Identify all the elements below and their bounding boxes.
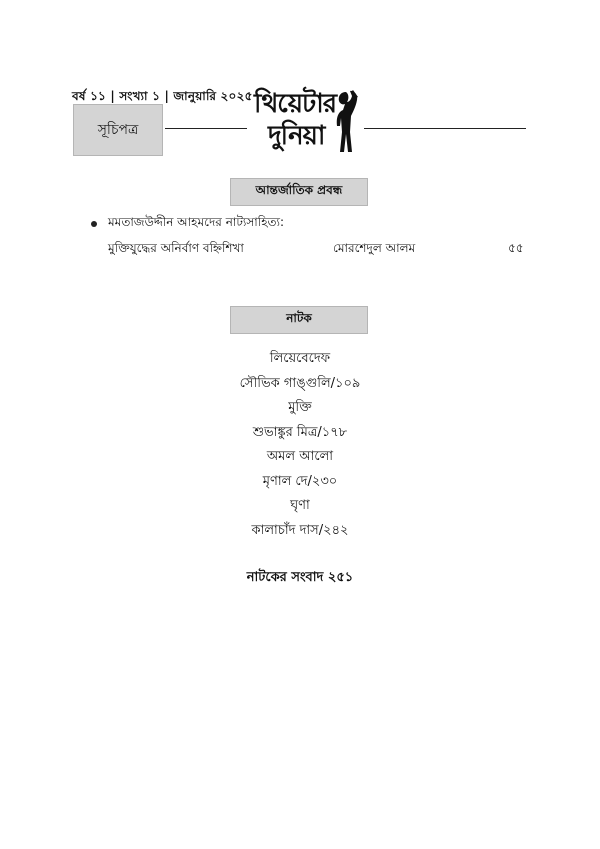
play-author-page: সৌভিক গাঙ্গুলি/১০৯ xyxy=(239,375,361,391)
play-title: লিয়েবেদেফ xyxy=(269,351,331,366)
essay-title-line-1: মমতাজউদ্দীন আহমদের নাট্যসাহিত্য: xyxy=(108,215,285,229)
toc-label-box xyxy=(73,104,163,156)
logo-word-1: থিয়েটার xyxy=(254,89,337,119)
plays-heading xyxy=(230,306,368,334)
bullet-icon xyxy=(91,221,97,227)
header-rule-left xyxy=(165,128,247,129)
play-title: অমল আলো xyxy=(266,449,334,464)
play-author-page: মৃণাল দে/২৩০ xyxy=(262,473,338,489)
play-title: ঘৃণা xyxy=(290,498,310,513)
header-rule-right xyxy=(364,128,526,129)
theatre-news-entry: নাটকের সংবাদ ২৫১ xyxy=(246,570,354,585)
logo-word-2: দুনিয়া xyxy=(268,121,325,151)
performer-figure-icon xyxy=(332,88,360,154)
magazine-logo xyxy=(246,86,366,158)
issue-line: বর্ষ ১১ | সংখ্যা ১ | জানুয়ারি ২০২৫ xyxy=(72,89,253,103)
play-author-page: কালাচাঁদ দাস/২৪২ xyxy=(251,522,349,538)
play-title: মুক্তি xyxy=(288,400,312,415)
international-essay-heading xyxy=(230,178,368,206)
international-essay-heading-label: আন্তর্জাতিক প্রবন্ধ xyxy=(255,183,343,197)
play-author-page: শুভাঙ্কুর মিত্র/১৭৮ xyxy=(252,424,348,440)
plays-heading-label: নাটক xyxy=(286,311,312,325)
essay-author: মোরশেদুল আলম xyxy=(333,241,416,255)
essay-page-number: ৫৫ xyxy=(508,241,524,255)
essay-title-line-2: মুক্তিযুদ্ধের অনির্বাণ বহ্নিশিখা xyxy=(108,241,244,255)
plays-list xyxy=(0,347,600,543)
toc-label: সূচিপত্র xyxy=(97,122,139,138)
